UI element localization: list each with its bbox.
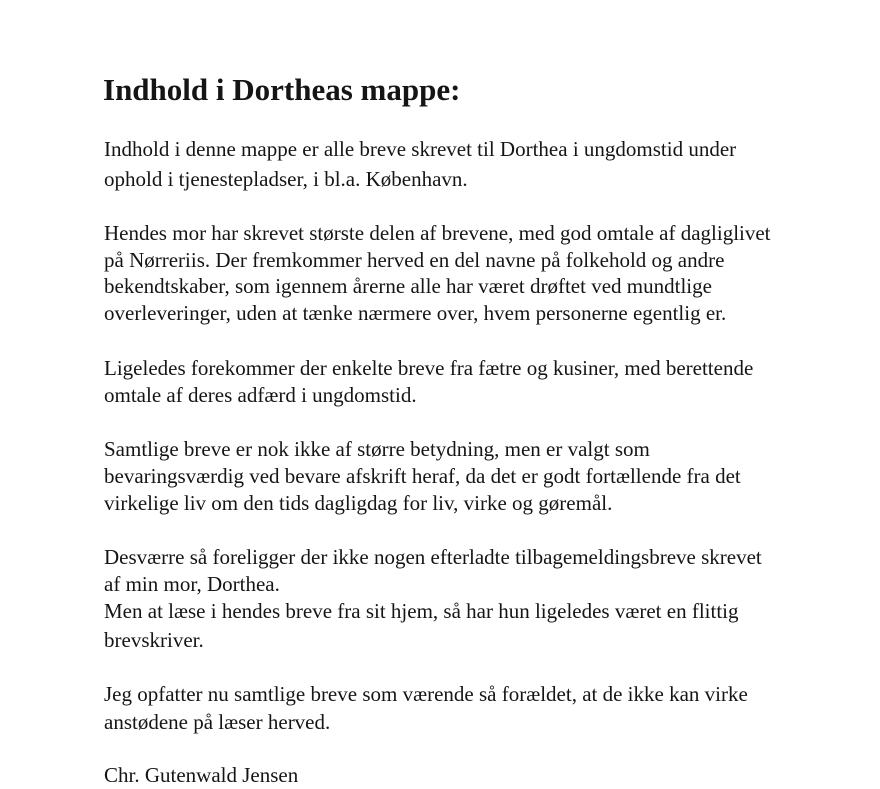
paragraph-3-line-1: Ligeledes forekommer der enkelte breve fra fætre og kusiner, med berettende bbox=[104, 356, 754, 380]
paragraph-5-line-1: Desværre så foreligger der ikke nogen efterladte tilbagemeldingsbreve skrevet bbox=[104, 545, 762, 569]
document-title: Indhold i Dortheas mappe: bbox=[103, 72, 461, 107]
paragraph-2-line-1: Hendes mor har skrevet største delen af brevene, med god omtale af dagliglivet bbox=[104, 221, 771, 245]
paragraph-6-line-2: anstødene på læser herved. bbox=[104, 710, 331, 734]
paragraph-4-line-2: bevaringsværdig ved bevare afskrift heraf, da det er godt fortællende fra det bbox=[104, 464, 741, 488]
paragraph-5-line-4: brevskriver. bbox=[104, 628, 204, 652]
paragraph-2-line-3: bekendtskaber, som igennem årerne alle har været drøftet ved mundtlige bbox=[104, 274, 712, 298]
paragraph-5-line-3: Men at læse i hendes breve fra sit hjem, så har hun ligeledes været en flittig bbox=[104, 599, 739, 623]
paragraph-3-line-2: omtale af deres adfærd i ungdomstid. bbox=[104, 383, 417, 407]
paragraph-5-line-2: af min mor, Dorthea. bbox=[104, 572, 280, 596]
paragraph-6-line-1: Jeg opfatter nu samtlige breve som værende så forældet, at de ikke kan virke bbox=[104, 682, 748, 706]
paragraph-2-line-2: på Nørreriis. Der fremkommer herved en del navne på folkehold og andre bbox=[104, 248, 725, 272]
paragraph-1-line-1: Indhold i denne mappe er alle breve skrevet til Dorthea i ungdomstid under bbox=[104, 137, 737, 161]
paragraph-4-line-3: virkelige liv om den tids dagligdag for liv, virke og gøremål. bbox=[104, 491, 613, 515]
paragraph-4-line-1: Samtlige breve er nok ikke af større betydning, men er valgt som bbox=[104, 437, 650, 461]
signature-line: Chr. Gutenwald Jensen bbox=[104, 763, 299, 787]
paragraph-2-line-4: overleveringer, uden at tænke nærmere over, hvem personerne egentlig er. bbox=[104, 301, 727, 325]
paragraph-1-line-2: ophold i tjenestepladser, i bl.a. København. bbox=[104, 167, 468, 191]
